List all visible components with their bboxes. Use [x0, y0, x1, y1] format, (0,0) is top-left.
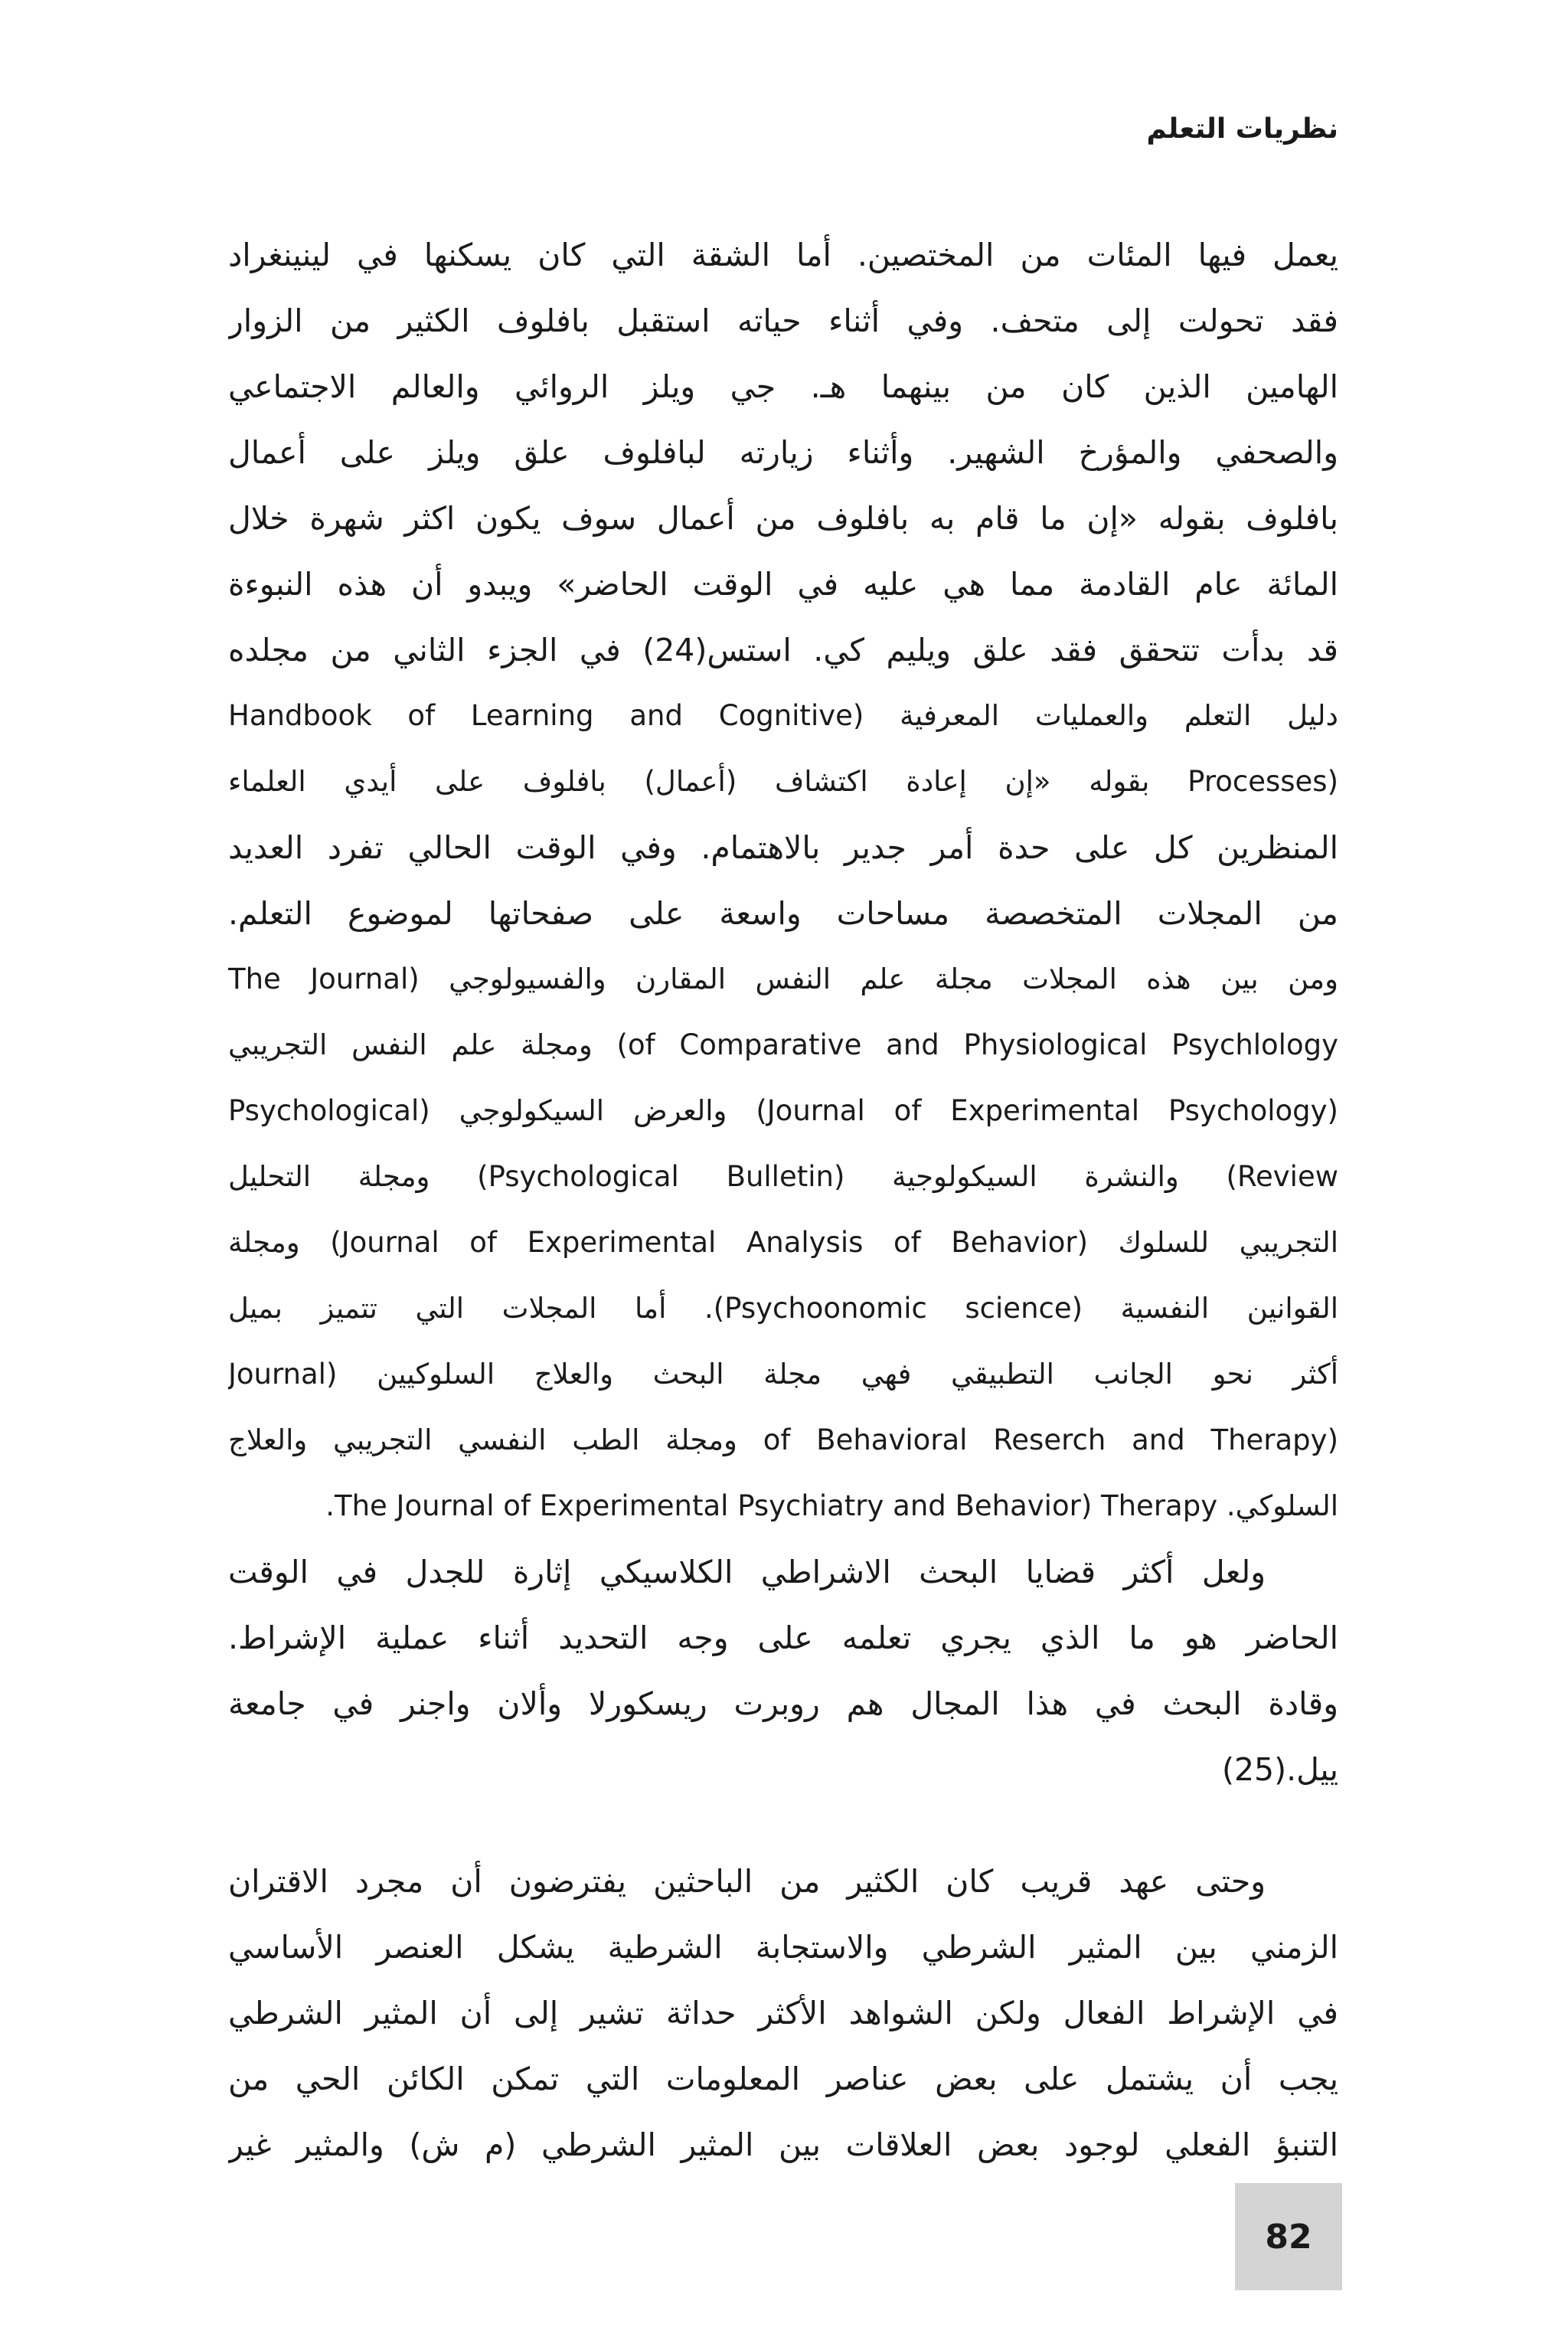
text-line: والصحفي والمؤرخ الشهير. وأثناء زيارته لبافلوف علق ويلز على أعمال — [228, 434, 1338, 471]
text-line: (of Behavioral Reserch and Therapy ومجلة الطب النفسي التجريبي والعلاج — [228, 1423, 1338, 1456]
text-line: يعمل فيها المئات من المختصين. أما الشقة التي كان يسكنها في لينينغراد — [228, 237, 1338, 273]
text-line: وحتى عهد قريب كان الكثير من الباحثين يفترضون أن مجرد الاقتران — [228, 1863, 1266, 1900]
text-line: قد بدأت تتحقق فقد علق ويليم كي. استس(24) في الجزء الثاني من مجلده — [228, 632, 1338, 668]
text-line: وقادة البحث في هذا المجال هم روبرت ريسكورلا وألان واجنر في جامعة — [228, 1685, 1338, 1722]
text-line: المائة عام القادمة مما هي عليه في الوقت الحاضر» ويبدو أن هذه النبوءة — [228, 566, 1338, 603]
text-line: بافلوف بقوله «إن ما قام به بافلوف من أعمال سوف يكون اكثر شهرة خلال — [228, 500, 1338, 537]
text-line: في الإشراط الفعال ولكن الشواهد الأكثر حداثة تشير إلى أن المثير الشرطي — [228, 1995, 1338, 2031]
text-line: الهامين الذين كان من بينهما هـ. جي ويلز الروائي والعالم الاجتماعي — [228, 368, 1338, 405]
text-line: التجريبي للسلوك (Journal of Experimental Analysis of Behavior) ومجلة — [228, 1226, 1338, 1259]
paragraph — [228, 1539, 1338, 1803]
body-text — [228, 222, 1338, 2178]
text-line: (Journal of Experimental Psychology) والعرض السيكولوجي (Psychological — [228, 1094, 1338, 1127]
text-line: التنبؤ الفعلي لوجود بعض العلاقات بين المثير الشرطي (م ش) والمثير غير — [228, 2126, 1338, 2163]
text-line: أكثر نحو الجانب التطبيقي فهي مجلة البحث والعلاج السلوكيين (Journal — [228, 1358, 1338, 1391]
text-line: السلوكي. The Journal of Experimental Psychiatry and Behavior) Therapy. — [325, 1489, 1338, 1522]
paragraph — [228, 222, 1338, 1539]
text-line: يجب أن يشتمل على بعض عناصر المعلومات التي تمكن الكائن الحي من — [228, 2061, 1338, 2097]
text-line: المنظرين كل على حدة أمر جدير بالاهتمام. وفي الوقت الحالي تفرد العديد — [228, 829, 1338, 866]
text-line: ييل.(25) — [1221, 1751, 1338, 1788]
text-line: Review) والنشرة السيكولوجية (Psychological Bulletin) ومجلة التحليل — [228, 1160, 1338, 1193]
paragraph — [228, 1848, 1338, 2178]
text-line: الزمني بين المثير الشرطي والاستجابة الشرطية يشكل العنصر الأساسي — [228, 1929, 1338, 1966]
page-number: 82 — [1235, 2183, 1342, 2290]
running-header: نظريات التعلم — [1146, 113, 1338, 145]
text-line: ولعل أكثر قضايا البحث الاشراطي الكلاسيكي إثارة للجدل في الوقت — [228, 1554, 1266, 1590]
text-line: ومن بين هذه المجلات مجلة علم النفس المقارن والفسيولوجي (The Journal — [228, 963, 1338, 995]
text-line: الحاضر هو ما الذي يجري تعلمه على وجه التحديد أثناء عملية الإشراط. — [228, 1620, 1338, 1656]
text-line: of Comparative and Physiological Psychlology) ومجلة علم النفس التجريبي — [228, 1028, 1338, 1061]
text-line: القوانين النفسية (Psychoonomic science). أما المجلات التي تتميز بميل — [228, 1292, 1338, 1325]
text-line: دليل التعلم والعمليات المعرفية (Handbook of Learning and Cognitive — [228, 699, 1338, 732]
text-line: من المجلات المتخصصة مساحات واسعة على صفحاتها لموضوع التعلم. — [228, 895, 1338, 932]
text-line: (Processes بقوله «إن إعادة اكتشاف (أعمال) بافلوف على أيدي العلماء — [228, 765, 1338, 798]
text-line: فقد تحولت إلى متحف. وفي أثناء حياته استقبل بافلوف الكثير من الزوار — [228, 302, 1338, 339]
